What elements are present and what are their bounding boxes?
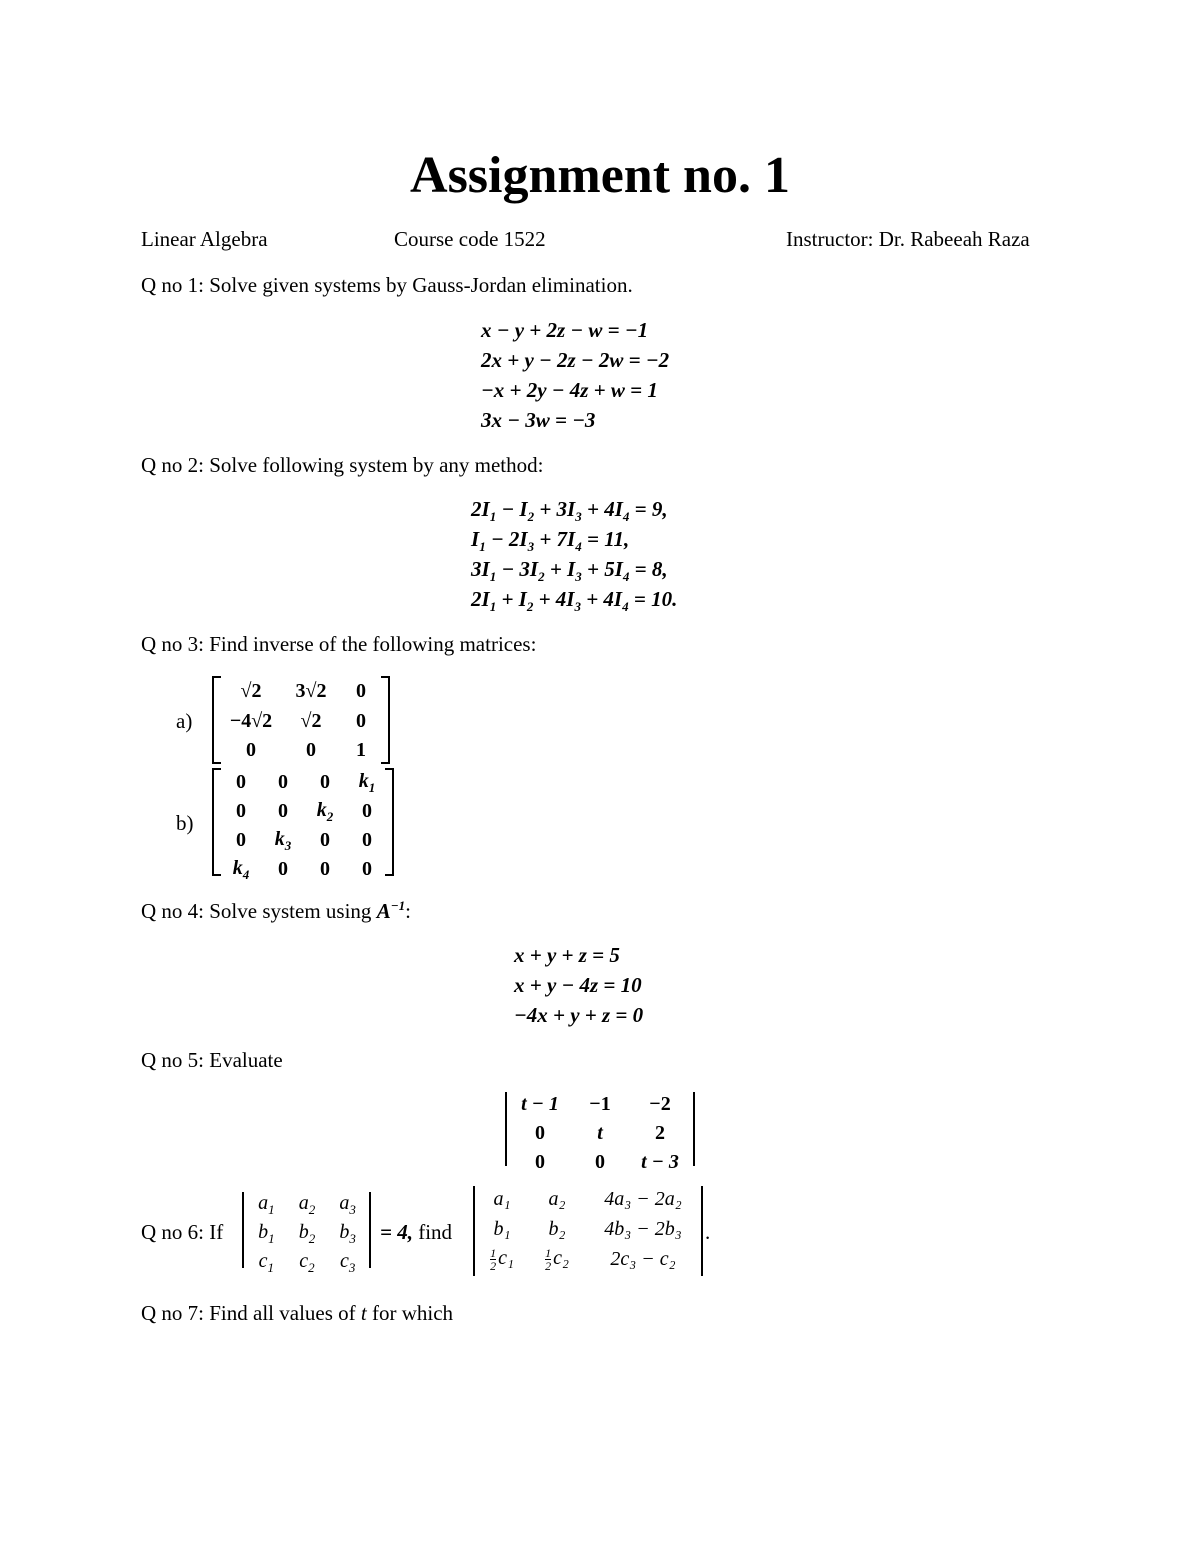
course-code: Course code 1522 — [394, 227, 546, 251]
q3-label-a: a) — [176, 709, 193, 733]
q3a-r3c3: 1 — [356, 739, 366, 761]
q4-eq-2: x + y − 4z = 10 — [514, 973, 642, 997]
q2-equations — [471, 494, 677, 614]
q3-prompt: Q no 3: Find inverse of the following matrices: — [141, 632, 537, 656]
q3a-r1c2: 3√2 — [295, 679, 327, 702]
q6-period: . — [705, 1220, 711, 1244]
q3a-r1c3: 0 — [356, 679, 366, 702]
course-name: Linear Algebra — [141, 227, 268, 251]
q3-matrix-b: 0 0 0 $k_1$ 0 0 $k_2$ 0 0 $k_3$ 0 0 $k_4$ 0 0 0 — [212, 768, 394, 876]
q3a-r2c1: −4√2 — [229, 709, 273, 732]
q6-equals-find: = 4, find — [380, 1220, 453, 1244]
q3a-r3c1: 0 — [246, 739, 256, 761]
q1-eq-4: 3x − 3w = −3 — [481, 408, 596, 432]
q1-prompt: Q no 1: Solve given systems by Gauss-Jordan elimination. — [141, 273, 633, 297]
q6-right-determinant: a₁ a₂ 4a₃ − 2a₂ b₁ b₂ 4b₃ − 2b₃ $\frac{1}{2}$ c₁ $\frac{1}{2}$ c₂ 2c₃ − c₂ — [473, 1186, 703, 1276]
q2-eq-1: $2I_1 - I_2 + 3I_3 + 4I_4 = 9$, — [471, 497, 668, 525]
q2-prompt: Q no 2: Solve following system by any method: — [141, 453, 544, 477]
q5-determinant: t − 1 −1 −2 0 t 2 0 0 t − 3 — [505, 1092, 695, 1166]
q5-prompt: Q no 5: Evaluate — [141, 1048, 283, 1072]
q3a-r1c1: √2 — [240, 679, 262, 702]
q7-prompt: Q no 7: Find all values of t for which — [141, 1301, 454, 1325]
q1-eq-3: −x + 2y − 4z + w = 1 — [481, 378, 658, 402]
page-title: Assignment no. 1 — [410, 147, 790, 204]
q2-eq-2: $I_1 - 2I_3 + 7I_4 = 11$, — [471, 527, 630, 555]
q1-eq-2: 2x + y − 2z − 2w = −2 — [481, 348, 670, 372]
q4-prompt: Q no 4: Solve system using $A^{-1}$: — [141, 898, 411, 923]
q1-equations — [481, 315, 669, 435]
q6-left-determinant: $a_1$ $a_2$ $a_3$ $b_1$ $b_2$ $b_3$ $c_1$ $c_2$ $c_3$ — [242, 1192, 371, 1268]
instructor: Instructor: Dr. Rabeeah Raza — [786, 227, 1030, 251]
q3a-r2c2: √2 — [300, 709, 322, 732]
q4-eq-1: x + y + z = 5 — [514, 943, 620, 967]
q4-eq-3: −4x + y + z = 0 — [514, 1003, 644, 1027]
q3-matrix-a — [212, 676, 390, 764]
q6-if: Q no 6: If — [141, 1220, 224, 1244]
q3-label-b: b) — [176, 811, 194, 835]
q3a-r3c2: 0 — [306, 739, 316, 761]
q1-eq-1: x − y + 2z − w = −1 — [481, 318, 649, 342]
q2-eq-4: $2I_1 + I_2 + 4I_3 + 4I_4 = 10$. — [471, 587, 678, 615]
q6-half-2: $\frac{1}{2}$ — [545, 1245, 552, 1273]
q6-half-1: $\frac{1}{2}$ — [490, 1245, 497, 1273]
q3a-r2c3: 0 — [356, 709, 366, 732]
q4-equations — [514, 940, 643, 1030]
q2-eq-3: $3I_1 - 3I_2 + I_3 + 5I_4 = 8$, — [471, 557, 668, 585]
